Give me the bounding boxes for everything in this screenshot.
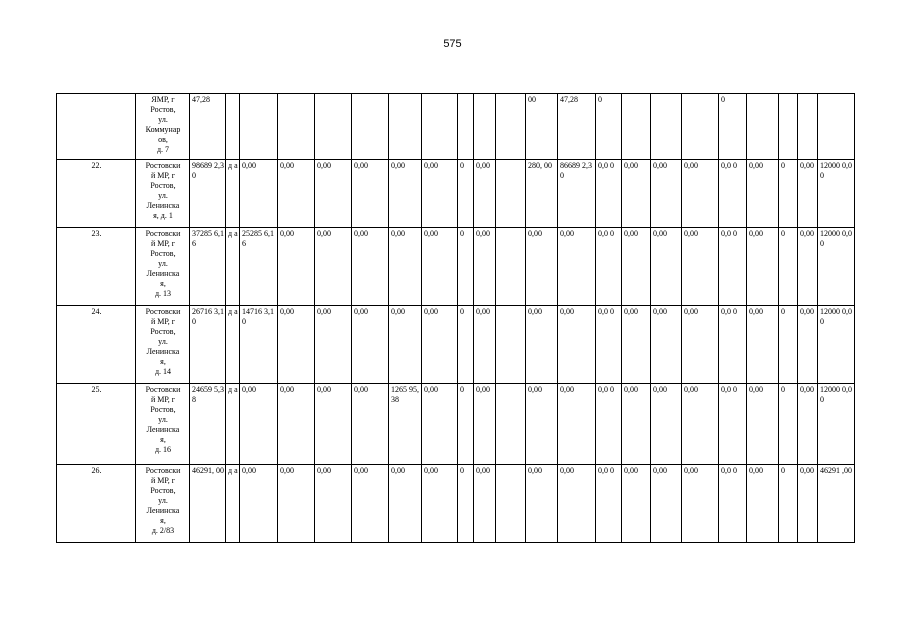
value-cell-c4 [278, 94, 315, 160]
value-cell-c3: 14716 3,10 [240, 306, 278, 384]
address-line: Ленинска [146, 347, 180, 356]
address-line: Ростов, [150, 249, 176, 258]
value-cell-c10 [474, 94, 496, 160]
value-cell-c18: 0,0 0 [719, 465, 747, 543]
value-cell-c5: 0,00 [315, 160, 352, 228]
value-cell-c1: 46291, 00 [190, 465, 226, 543]
value-cell-c17: 0,00 [682, 384, 719, 465]
table-row [57, 306, 855, 384]
value-cell-c4: 0,00 [278, 384, 315, 465]
address-line: ЯМР, г [151, 95, 175, 104]
value-cell-c21: 0,00 [798, 384, 818, 465]
value-cell-c22: 12000 0,00 [818, 306, 855, 384]
value-cell-c8: 0,00 [422, 160, 458, 228]
address-line: Ростов, [150, 405, 176, 414]
value-cell-c22: 12000 0,00 [818, 384, 855, 465]
value-cell-c21: 0,00 [798, 228, 818, 306]
value-cell-c13: 86689 2,30 [558, 160, 596, 228]
value-cell-c9: 0 [458, 228, 474, 306]
value-cell-c14: 0,0 0 [596, 384, 622, 465]
value-cell-c3: 0,00 [240, 160, 278, 228]
value-cell-c12: 0,00 [526, 306, 558, 384]
value-cell-c14: 0 [596, 94, 622, 160]
table-row [57, 228, 855, 306]
address-line: й МР, г [150, 317, 176, 326]
row-number-cell: 25. [57, 384, 136, 465]
value-cell-c17: 0,00 [682, 465, 719, 543]
value-cell-c2 [226, 94, 240, 160]
value-cell-c7: 0,00 [389, 306, 422, 384]
value-cell-c7: 0,00 [389, 160, 422, 228]
row-number-cell: 26. [57, 465, 136, 543]
address-line: Ростов, [150, 486, 176, 495]
address-line: й МР, г [150, 171, 176, 180]
address-line: я, [160, 357, 166, 366]
address-line: й МР, г [150, 395, 176, 404]
value-cell-c19: 0,00 [747, 384, 779, 465]
value-cell-c16: 0,00 [651, 384, 682, 465]
value-cell-c12: 00 [526, 94, 558, 160]
value-cell-c3: 0,00 [240, 465, 278, 543]
value-cell-c16 [651, 94, 682, 160]
value-cell-c20: 0 [779, 306, 798, 384]
value-cell-c18: 0,0 0 [719, 160, 747, 228]
value-cell-c18: 0,0 0 [719, 306, 747, 384]
address-line: Ростовски [145, 229, 181, 238]
address-line: Ленинска [146, 201, 180, 210]
value-cell-c21 [798, 94, 818, 160]
address-line: я, д. 1 [153, 211, 173, 220]
value-cell-c10: 0,00 [474, 384, 496, 465]
value-cell-c8: 0,00 [422, 306, 458, 384]
value-cell-c10: 0,00 [474, 160, 496, 228]
value-cell-c3 [240, 94, 278, 160]
value-cell-c13: 0,00 [558, 384, 596, 465]
address-line: д. 2/83 [151, 526, 175, 535]
value-cell-c6: 0,00 [352, 306, 389, 384]
value-cell-c12: 0,00 [526, 384, 558, 465]
address-cell [136, 306, 190, 384]
value-cell-c20: 0 [779, 465, 798, 543]
value-cell-c22 [818, 94, 855, 160]
table-row [57, 160, 855, 228]
value-cell-c7: 0,00 [389, 465, 422, 543]
row-number-cell [57, 94, 136, 160]
value-cell-c10: 0,00 [474, 306, 496, 384]
value-cell-c17: 0,00 [682, 306, 719, 384]
value-cell-c16: 0,00 [651, 228, 682, 306]
value-cell-c20: 0 [779, 384, 798, 465]
value-cell-c9: 0 [458, 465, 474, 543]
value-cell-c9 [458, 94, 474, 160]
value-cell-c11 [496, 160, 526, 228]
value-cell-c18: 0 [719, 94, 747, 160]
value-cell-c2: д а [226, 228, 240, 306]
value-cell-c22: 12000 0,00 [818, 160, 855, 228]
value-cell-c5: 0,00 [315, 384, 352, 465]
row-number-cell: 23. [57, 228, 136, 306]
value-cell-c12: 0,00 [526, 465, 558, 543]
address-line: ул. [158, 415, 168, 424]
value-cell-c13: 0,00 [558, 306, 596, 384]
address-line: й МР, г [150, 239, 176, 248]
value-cell-c17 [682, 94, 719, 160]
value-cell-c1: 37285 6,16 [190, 228, 226, 306]
value-cell-c14: 0,0 0 [596, 465, 622, 543]
value-cell-c22: 46291 ,00 [818, 465, 855, 543]
value-cell-c21: 0,00 [798, 465, 818, 543]
value-cell-c5: 0,00 [315, 306, 352, 384]
value-cell-c18: 0,0 0 [719, 228, 747, 306]
value-cell-c21: 0,00 [798, 160, 818, 228]
address-cell [136, 384, 190, 465]
value-cell-c16: 0,00 [651, 465, 682, 543]
value-cell-c6 [352, 94, 389, 160]
value-cell-c17: 0,00 [682, 160, 719, 228]
row-number-cell: 24. [57, 306, 136, 384]
address-line: ул. [158, 115, 168, 124]
value-cell-c13: 0,00 [558, 228, 596, 306]
address-cell [136, 160, 190, 228]
value-cell-c11 [496, 465, 526, 543]
value-cell-c8: 0,00 [422, 465, 458, 543]
address-line: ул. [158, 496, 168, 505]
value-cell-c10: 0,00 [474, 465, 496, 543]
value-cell-c14: 0,0 0 [596, 228, 622, 306]
address-line: Ростовски [145, 385, 181, 394]
value-cell-c7 [389, 94, 422, 160]
data-table [56, 93, 855, 543]
value-cell-c6: 0,00 [352, 465, 389, 543]
address-line: Ростовски [145, 466, 181, 475]
value-cell-c15: 0,00 [622, 306, 651, 384]
value-cell-c19 [747, 94, 779, 160]
value-cell-c11 [496, 306, 526, 384]
value-cell-c9: 0 [458, 306, 474, 384]
address-line: Ленинска [146, 425, 180, 434]
value-cell-c9: 0 [458, 160, 474, 228]
address-line: я, [160, 435, 166, 444]
table-row [57, 465, 855, 543]
value-cell-c6: 0,00 [352, 228, 389, 306]
value-cell-c10: 0,00 [474, 228, 496, 306]
value-cell-c14: 0,0 0 [596, 306, 622, 384]
value-cell-c15: 0,00 [622, 465, 651, 543]
value-cell-c22: 12000 0,00 [818, 228, 855, 306]
address-line: Ростовски [145, 161, 181, 170]
value-cell-c15 [622, 94, 651, 160]
value-cell-c1: 98689 2,30 [190, 160, 226, 228]
value-cell-c9: 0 [458, 384, 474, 465]
value-cell-c15: 0,00 [622, 384, 651, 465]
value-cell-c8: 0,00 [422, 384, 458, 465]
value-cell-c5: 0,00 [315, 465, 352, 543]
address-line: д. 13 [154, 289, 172, 298]
value-cell-c8: 0,00 [422, 228, 458, 306]
value-cell-c15: 0,00 [622, 228, 651, 306]
page-number: 575 [443, 38, 462, 50]
address-line: Ленинска [146, 506, 180, 515]
value-cell-c17: 0,00 [682, 228, 719, 306]
value-cell-c3: 0,00 [240, 384, 278, 465]
address-line: ул. [158, 259, 168, 268]
value-cell-c2: д а [226, 465, 240, 543]
table-row [57, 384, 855, 465]
address-line: д. 7 [156, 145, 170, 154]
value-cell-c2: д а [226, 160, 240, 228]
value-cell-c1: 26716 3,10 [190, 306, 226, 384]
value-cell-c6: 0,00 [352, 384, 389, 465]
value-cell-c11 [496, 94, 526, 160]
value-cell-c11 [496, 228, 526, 306]
address-line: Ростов, [150, 181, 176, 190]
value-cell-c4: 0,00 [278, 228, 315, 306]
value-cell-c13: 47,28 [558, 94, 596, 160]
value-cell-c16: 0,00 [651, 306, 682, 384]
value-cell-c2: д а [226, 306, 240, 384]
address-line: й МР, г [150, 476, 176, 485]
value-cell-c19: 0,00 [747, 306, 779, 384]
address-line: ул. [158, 337, 168, 346]
address-line: Ростов, [150, 327, 176, 336]
value-cell-c7: 1265 95,38 [389, 384, 422, 465]
value-cell-c12: 0,00 [526, 228, 558, 306]
table-row [57, 94, 855, 160]
value-cell-c12: 280, 00 [526, 160, 558, 228]
value-cell-c15: 0,00 [622, 160, 651, 228]
value-cell-c18: 0,0 0 [719, 384, 747, 465]
value-cell-c2: д а [226, 384, 240, 465]
value-cell-c19: 0,00 [747, 228, 779, 306]
value-cell-c6: 0,00 [352, 160, 389, 228]
value-cell-c1: 24659 5,38 [190, 384, 226, 465]
address-cell [136, 228, 190, 306]
value-cell-c7: 0,00 [389, 228, 422, 306]
value-cell-c13: 0,00 [558, 465, 596, 543]
value-cell-c20 [779, 94, 798, 160]
value-cell-c1: 47,28 [190, 94, 226, 160]
address-cell [136, 94, 190, 160]
value-cell-c4: 0,00 [278, 306, 315, 384]
address-line: Ростовски [145, 307, 181, 316]
address-line: я, [160, 279, 166, 288]
address-line: Ростов, [150, 105, 176, 114]
value-cell-c11 [496, 384, 526, 465]
value-cell-c4: 0,00 [278, 160, 315, 228]
address-cell [136, 465, 190, 543]
address-line: Ленинска [146, 269, 180, 278]
value-cell-c4: 0,00 [278, 465, 315, 543]
address-line: Коммунар [145, 125, 181, 134]
address-line: ул. [158, 191, 168, 200]
address-line: я, [160, 516, 166, 525]
value-cell-c5: 0,00 [315, 228, 352, 306]
value-cell-c19: 0,00 [747, 465, 779, 543]
value-cell-c5 [315, 94, 352, 160]
value-cell-c19: 0,00 [747, 160, 779, 228]
row-number-cell: 22. [57, 160, 136, 228]
value-cell-c20: 0 [779, 160, 798, 228]
value-cell-c8 [422, 94, 458, 160]
value-cell-c3: 25285 6,16 [240, 228, 278, 306]
value-cell-c20: 0 [779, 228, 798, 306]
value-cell-c16: 0,00 [651, 160, 682, 228]
address-line: ов, [158, 135, 168, 144]
address-line: д. 16 [154, 445, 172, 454]
address-line: д. 14 [154, 367, 172, 376]
value-cell-c14: 0,0 0 [596, 160, 622, 228]
value-cell-c21: 0,00 [798, 306, 818, 384]
